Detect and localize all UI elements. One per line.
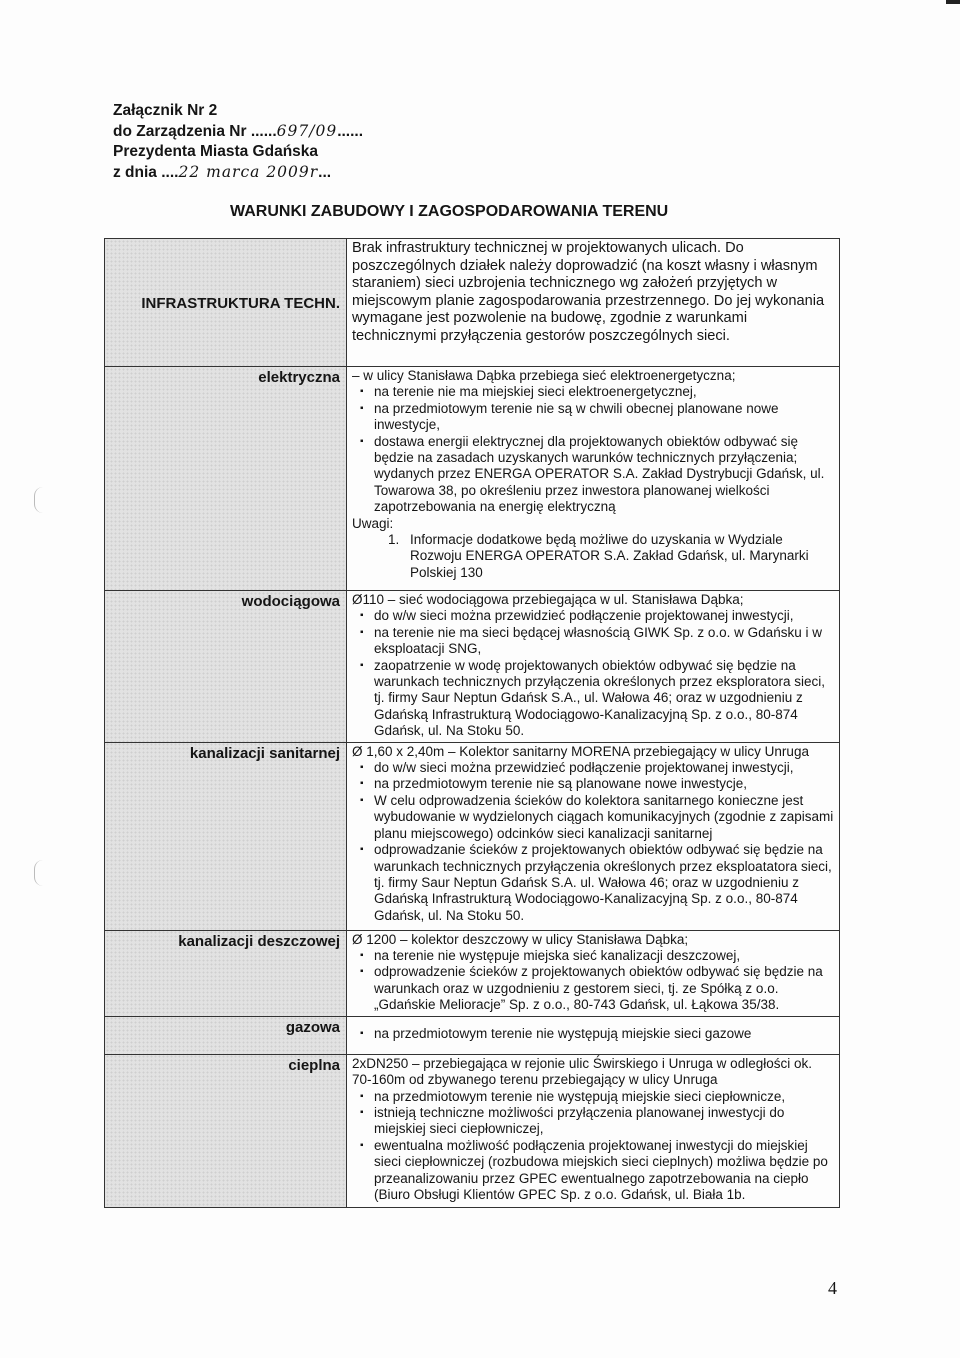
- scan-hole-mark-1: [34, 487, 43, 513]
- label-storm-sewer: kanalizacji deszczowej: [105, 930, 347, 1016]
- water-bullet: ▪ zaopatrzenie w wodę projektowanych obiektów odbywać się będzie na warunkach technicznych przyłączenia określonych przez eksploratora sieci, tj. firmy Saur Neptun Gdańsk S.A., ul. Wałowa 46; oraz w uzgodnieniu z Gdańską Infrastrukturą Wodociągowo-Kanalizacyjną Sp. z o.o., 80-874 Gdańsk, ul. Na Stoku 50.: [352, 658, 835, 740]
- president-line: Prezydenta Miasta Gdańska: [113, 143, 319, 160]
- ordinance-dots-b: ......: [337, 123, 364, 140]
- row-sanitary-sewer: [105, 742, 840, 930]
- row-water: [105, 591, 840, 743]
- date-dots-a: ....: [161, 164, 179, 181]
- heating-bullet: ▪ ewentualna możliwość podłączenia projektowanej inwestycji do miejskiej sieci ciepłowniczej (rozbudowa miejskich sieci cieplnych) możliwa będzie po przeanalizowaniu przez GPEC ewentualnego zapotrzebowania na ciepło (Biuro Obsługi Klientów GPEC Sp. z o.o. Gdańsk, ul. Biała 1b.: [352, 1138, 835, 1204]
- ordinance-line: [113, 121, 363, 142]
- water-bullet: ▪ na terenie nie ma sieci będącej własnością GIWK Sp. z o.o. w Gdańsku i w eksploatacji SNG,: [352, 625, 835, 658]
- storm-bullet: ▪ na terenie nie występuje miejska sieć kanalizacji deszczowej,: [352, 948, 835, 964]
- ordinance-prefix: do Zarządzenia Nr: [113, 123, 251, 140]
- row-electric: [105, 367, 840, 591]
- label-heating: cieplna: [105, 1054, 347, 1207]
- corner-mark: [946, 0, 960, 4]
- sanitary-intro: Ø 1,60 x 2,40m – Kolektor sanitarny MORENA przebiegający w ulicy Unruga: [352, 743, 809, 759]
- scan-hole-mark-2: [34, 860, 43, 886]
- sanitary-bullet: ▪ odprowadzanie ścieków z projektowanych obiektów odbywać się będzie na warunkach technicznych przyłączenia określonych przez eksploatatora sieci, tj. firmy Saur Neptun Gdańsk S.A. ul. Wałowa 46; oraz w uzgodnieniu z Gdańską Infrastrukturą Wodociągowo-Kanalizacyjną Sp. z o.o., 80-874 Gdańsk, ul. Na Stoku 50.: [352, 842, 835, 924]
- storm-content: [347, 930, 840, 1016]
- storm-intro: Ø 1200 – kolektor deszczowy w ulicy Stanisława Dąbka;: [352, 931, 689, 947]
- sanitary-bullet: ▪ do w/w sieci można przewidzieć podłączenie projektowanej inwestycji,: [352, 760, 835, 776]
- document-title: WARUNKI ZABUDOWY I ZAGOSPODAROWANIA TERENU: [230, 203, 669, 220]
- page-number: 4: [828, 1278, 837, 1298]
- note-text: Informacje dodatkowe będą możliwe do uzyskania w Wydziale Rozwoju ENERGA OPERATOR S.A. Zakład Gdańsk, ul. Marynarki Polskiej 130: [410, 532, 809, 580]
- sanitary-bullet: ▪ W celu odprowadzenia ścieków do kolektora sanitarnego konieczne jest wybudowanie w wydzielonych ciągach komunikacyjnych (zgodnie z zapisami planu miejscowego) odcinków sieci kanalizacji sanitarnej: [352, 793, 835, 842]
- water-bullet: ▪ do w/w sieci można przewidzieć podłączenie projektowanej inwestycji,: [352, 608, 835, 624]
- water-intro: Ø110 – sieć wodociągowa przebiegająca w ul. Stanisława Dąbka;: [352, 592, 744, 607]
- infrastructure-text: Brak infrastruktury technicznej w projektowanych ulicach. Do poszczególnych działek należy doprowadzić (na koszt własny i własnym staraniem) sieci uzbrojenia technicznego wg założeń przyjętych w miejscowym planie zagospodarowania przestrzennego. Do jej wykonania wymagane jest pozwolenie na budowę, zgodnie z warunkami technicznymi przyłączenia gestorów poszczególnych sieci.: [347, 239, 840, 367]
- heating-bullet: ▪ na przedmiotowym terenie nie występują miejskie sieci ciepłownicze,: [352, 1089, 835, 1105]
- gas-content: [347, 1016, 840, 1054]
- row-storm-sewer: [105, 930, 840, 1016]
- date-handwritten: 22 marca 2009r: [178, 163, 319, 181]
- electric-intro: – w ulicy Stanisława Dąbka przebiega sieć elektroenergetyczna;: [352, 368, 736, 383]
- electric-bullet: ▪ dostawa energii elektrycznej dla projektowanych obiektów odbywać się będzie na zasadach uzyskanych warunków technicznych przyłączenia; wydanych przez ENERGA OPERATOR S.A. Zakład Dystrybucji Gdańsk, ul. Towarowa 38, po określeniu przez inwestora planowanej wielkości zapotrzebowania na energię elektryczną: [352, 434, 835, 516]
- ordinance-number-handwritten: 697/09: [276, 122, 338, 140]
- date-line: [113, 162, 363, 183]
- electric-bullet: ▪ na terenie nie ma miejskiej sieci elektroenergetycznej,: [352, 384, 835, 400]
- label-infrastructure: INFRASTRUKTURA TECHN.: [105, 239, 347, 367]
- label-electric: elektryczna: [105, 367, 347, 591]
- sanitary-content: [347, 742, 840, 930]
- notes-label: Uwagi:: [352, 515, 394, 531]
- label-gas: gazowa: [105, 1016, 347, 1054]
- row-heating: [105, 1054, 840, 1207]
- date-dots-b: ...: [318, 164, 332, 181]
- electric-bullet: ▪ na przedmiotowym terenie nie są w chwili obecnej planowane nowe inwestycje,: [352, 401, 835, 434]
- heating-content: [347, 1054, 840, 1207]
- document-header: [113, 101, 363, 183]
- electric-content: [347, 367, 840, 591]
- row-gas: [105, 1016, 840, 1054]
- water-content: [347, 591, 840, 743]
- electric-note: [352, 532, 835, 581]
- storm-bullet: ▪ odprowadzenie ścieków z projektowanych obiektów odbywać się będzie na warunkach oraz w uzgodnieniu z gestorem sieci, tj. ze Spółką z o.o. „Gdańskie Melioracje” Sp. z o.o., 80-743 Gdańsk, ul. Łąkowa 35/38.: [352, 964, 835, 1013]
- attachment-line: Załącznik Nr 2: [113, 102, 218, 119]
- row-infrastructure: [105, 239, 840, 367]
- ordinance-dots-a: ......: [250, 123, 277, 140]
- sanitary-bullet: ▪ na przedmiotowym terenie nie są planowane nowe inwestycje,: [352, 776, 835, 792]
- gas-bullet: ▪ na przedmiotowym terenie nie występują miejskie sieci gazowe: [352, 1026, 835, 1042]
- heating-bullet: ▪ istnieją techniczne możliwości przyłączenia planowanej inwestycji do miejskiej sieci ciepłowniczej,: [352, 1105, 835, 1138]
- note-number: 1.: [388, 532, 400, 548]
- label-sanitary-sewer: kanalizacji sanitarnej: [105, 742, 347, 930]
- conditions-table: [104, 238, 840, 1208]
- date-prefix: z dnia: [113, 164, 162, 181]
- heating-intro: 2xDN250 – przebiegająca w rejonie ulic Świrskiego i Unruga w odległości ok. 70-160m od zbywanego terenu przebiegający w ulicy Unruga: [352, 1055, 812, 1088]
- label-water: wodociągowa: [105, 591, 347, 743]
